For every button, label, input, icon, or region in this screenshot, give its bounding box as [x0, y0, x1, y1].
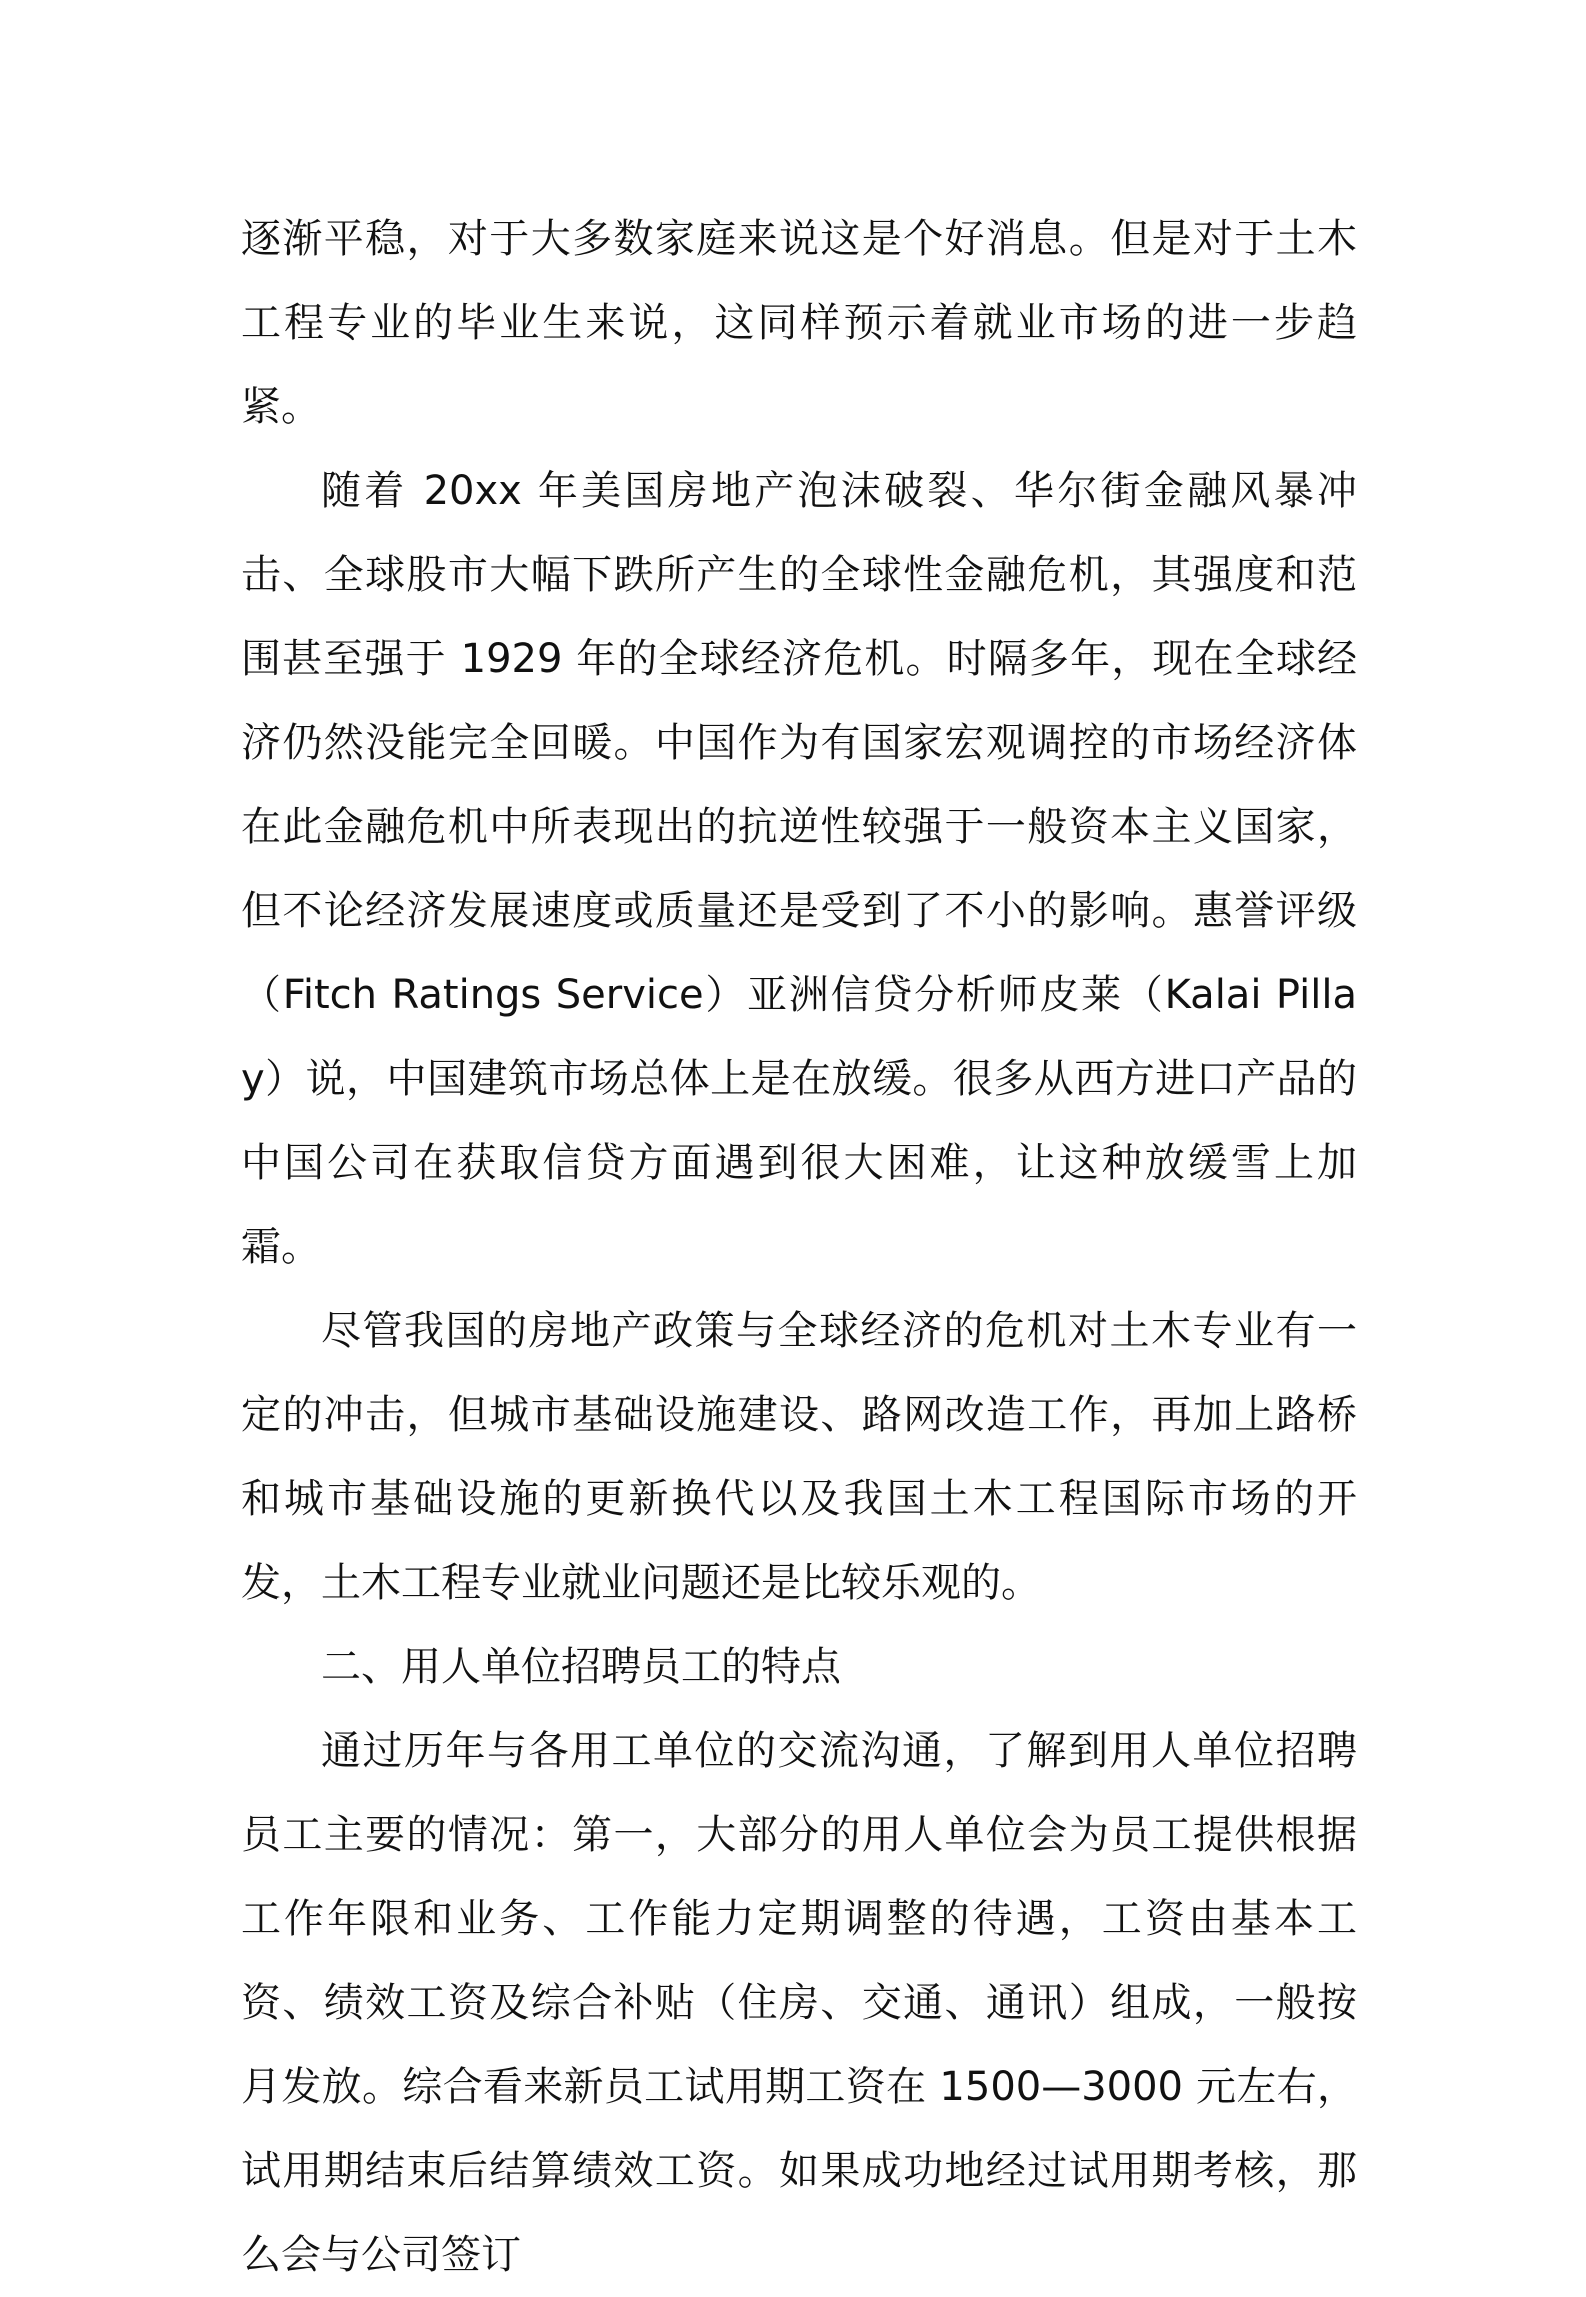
paragraph-employment-outlook: 尽管我国的房地产政策与全球经济的危机对土木专业有一定的冲击，但城市基础设施建设、路网改造工作，再加上路桥和城市基础设施的更新换代以及我国土木工程国际市场的开发，土木工程专业就业问题还是比较乐观的。 — [241, 1308, 1357, 1606]
document-page — [241, 197, 1357, 2297]
section-heading: 二、用人单位招聘员工的特点 — [321, 1644, 841, 1690]
paragraph-financial-crisis: 随着 20xx 年美国房地产泡沫破裂、华尔街金融风暴冲击、全球股市大幅下跌所产生的全球性金融危机，其强度和范围甚至强于 1929 年的全球经济危机。时隔多年，现在全球经济仍然没能完全回暖。中国作为有国家宏观调控的市场经济体在此金融危机中所表现出的抗逆性较强于一般资本主义国家，但不论经济发展速度或质量还是受到了不小的影响。惠誉评级（Fitch Ratings Service）亚洲信贷分析师皮莱（Kalai Pillay）说，中国建筑市场总体上是在放缓。很多从西方进口产品的中国公司在获取信贷方面遇到很大困难，让这种放缓雪上加霜。 — [241, 468, 1357, 1270]
paragraph-recruitment: 通过历年与各用工单位的交流沟通，了解到用人单位招聘员工主要的情况：第一，大部分的用人单位会为员工提供根据工作年限和业务、工作能力定期调整的待遇，工资由基本工资、绩效工资及综合补贴（住房、交通、通讯）组成，一般按月发放。综合看来新员工试用期工资在 1500—3000 元左右，试用期结束后结算绩效工资。如果成功地经过试用期考核，那么会与公司签订 — [241, 1728, 1357, 2278]
paragraph-continued: 逐渐平稳，对于大多数家庭来说这是个好消息。但是对于土木工程专业的毕业生来说，这同样预示着就业市场的进一步趋紧。 — [241, 216, 1357, 430]
